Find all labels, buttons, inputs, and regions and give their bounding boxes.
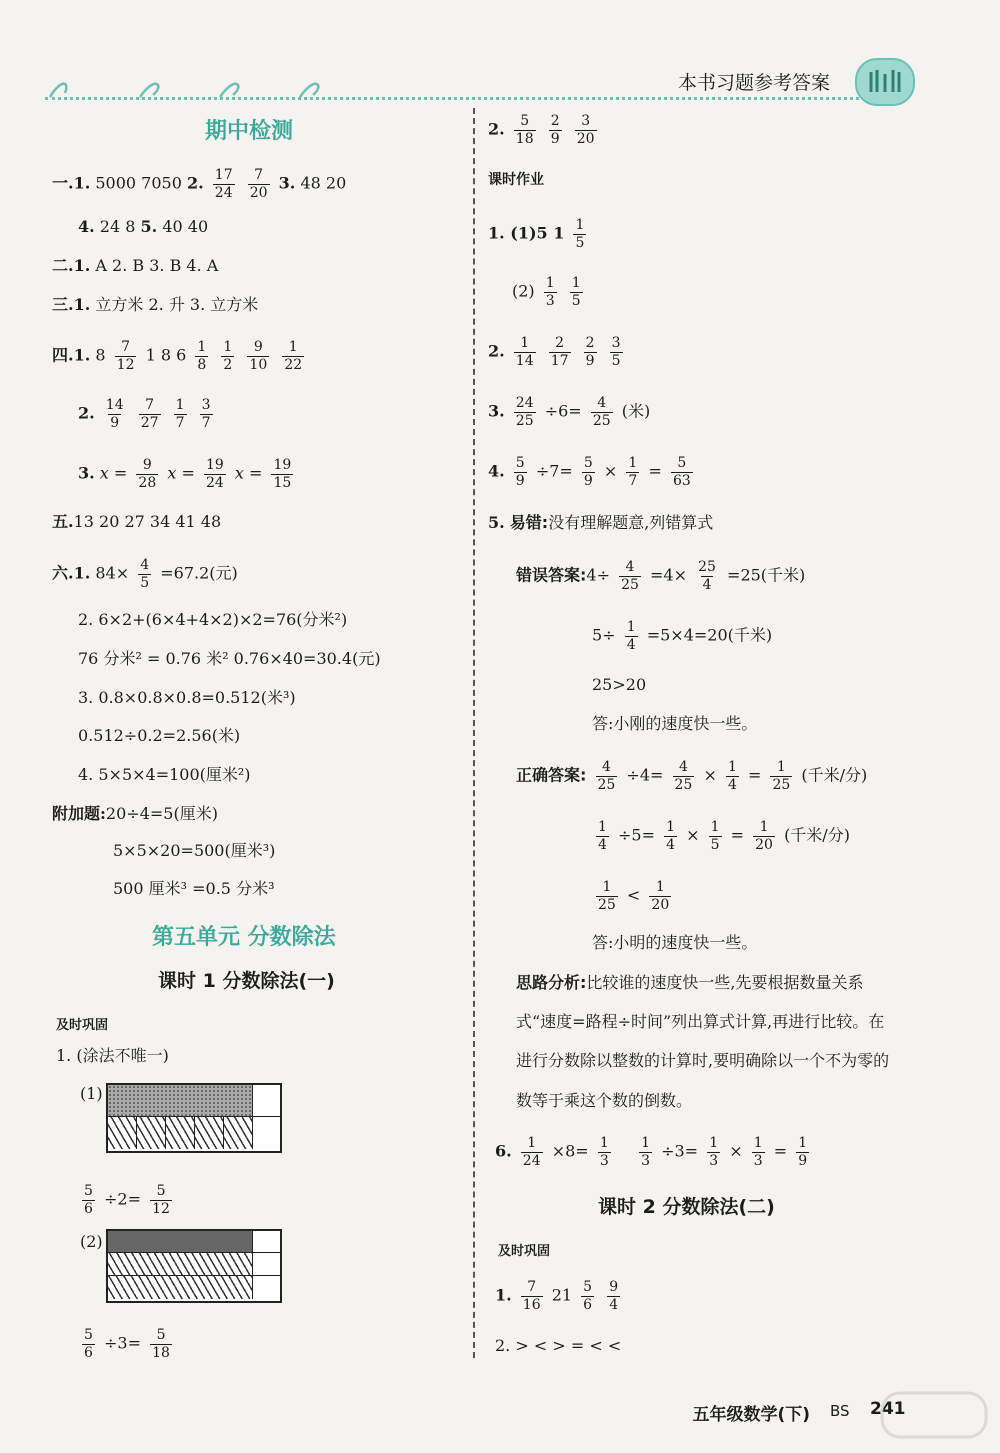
consolidate-label: 及时巩固 bbox=[56, 1018, 109, 1033]
watermark-icon bbox=[880, 1385, 990, 1445]
answer-line: 25>20 bbox=[592, 675, 647, 694]
answer-line: 1. (涂法不唯一) bbox=[56, 1046, 169, 1065]
answer-line: $\frac{1}{4}$ ÷5= $\frac{1}{4}$ × $\frac{1}{5}$ = $\frac{1}{20}$ (千米/分) bbox=[598, 819, 850, 853]
answer-line: $\frac{1}{25}$ < $\frac{1}{20}$ bbox=[598, 879, 670, 913]
answer-line: 500 厘米³ =0.5 分米³ bbox=[113, 879, 275, 898]
answer-line: 四.1. 8 $\frac{7}{12}$ 1 8 6 $\frac{1}{8}$ $\frac{1}{2}$ $\frac{9}{10}$ $\frac{1}{22}$ bbox=[52, 339, 303, 373]
answer-line: 5. 易错:没有理解题意,列错算式 bbox=[488, 513, 714, 532]
section-title-midterm: 期中检测 bbox=[205, 119, 294, 144]
answer-line: 2. 6×2+(6×4+4×2)×2=76(分米²) bbox=[78, 610, 348, 629]
answer-line: 错误答案:4÷ $\frac{4}{25}$ =4× $\frac{25}{4}$ =25(千米) bbox=[516, 559, 806, 593]
answer-line: 6. $\frac{1}{24}$ ×8= $\frac{1}{3}$ $\frac{1}{3}$ ÷3= $\frac{1}{3}$ × $\frac{1}{3}$ = $\frac{1}{9}$ bbox=[495, 1135, 808, 1169]
answer-line: 1. $\frac{7}{16}$ 21 $\frac{5}{6}$ $\frac{9}{4}$ bbox=[495, 1279, 619, 1313]
footer-grade: 五年级数学(下) bbox=[692, 1405, 810, 1425]
book-logo-icon bbox=[855, 58, 915, 106]
answer-line: 3. x = $\frac{9}{28}$ x = $\frac{19}{24}$ x = $\frac{19}{15}$ bbox=[78, 457, 292, 491]
answer-line: 2. $\frac{1}{14}$ $\frac{2}{17}$ $\frac{2}{9}$ $\frac{3}{5}$ bbox=[488, 335, 621, 369]
answer-line: 一.1. 5000 7050 2. $\frac{17}{24}$ $\frac{7}{20}$ 3. 48 20 bbox=[52, 167, 347, 201]
analysis-line: 式“速度=路程÷时间”列出算式计算,再进行比较。在 bbox=[516, 1012, 885, 1031]
answer-line: 五.13 20 27 34 41 48 bbox=[52, 512, 222, 531]
answer-line: 六.1. 84× $\frac{4}{5}$ =67.2(元) bbox=[52, 557, 238, 591]
figure-label: (2) bbox=[80, 1232, 103, 1251]
answer-line: (2) $\frac{1}{3}$ $\frac{1}{5}$ bbox=[512, 275, 581, 309]
analysis-line: 进行分数除以整数的计算时,要明确除以一个不为零的 bbox=[516, 1051, 890, 1070]
answer-line: 三.1. 立方米 2. 升 3. 立方米 bbox=[52, 295, 259, 314]
answer-line: 2. $\frac{5}{18}$ $\frac{2}{9}$ $\frac{3}{20}$ bbox=[488, 113, 595, 147]
answer-line: 答:小刚的速度快一些。 bbox=[592, 714, 758, 733]
answer-line: 答:小明的速度快一些。 bbox=[592, 933, 758, 952]
answer-line: 0.512÷0.2=2.56(米) bbox=[78, 726, 241, 745]
lesson-title: 课时 1 分数除法(一) bbox=[158, 970, 335, 992]
footer-code: BS bbox=[830, 1402, 850, 1420]
header-rule bbox=[45, 97, 865, 100]
answer-line: 5÷ $\frac{1}{4}$ =5×4=20(千米) bbox=[592, 619, 773, 653]
decorative-loops bbox=[45, 75, 345, 105]
answer-line: 5×5×20=500(厘米³) bbox=[113, 841, 276, 860]
answer-line: 2. $\frac{14}{9}$ $\frac{7}{27}$ $\frac{1}{7}$ $\frac{3}{7}$ bbox=[78, 397, 211, 431]
analysis-line: 数等于乘这个数的倒数。 bbox=[516, 1091, 693, 1110]
consolidate-label: 及时巩固 bbox=[498, 1244, 551, 1259]
column-divider bbox=[473, 108, 475, 1358]
analysis-line: 思路分析:比较谁的速度快一些,先要根据数量关系 bbox=[516, 973, 864, 992]
fraction-diagram-2 bbox=[106, 1229, 282, 1303]
fraction-diagram-1 bbox=[106, 1083, 282, 1153]
answer-line: 1. (1)5 1 $\frac{1}{5}$ bbox=[488, 217, 585, 251]
answer-line: $\frac{5}{6}$ ÷3= $\frac{5}{18}$ bbox=[84, 1327, 170, 1361]
page-number: 241 bbox=[870, 1399, 906, 1419]
answer-line: 正确答案: $\frac{4}{25}$ ÷4= $\frac{4}{25}$ × $\frac{1}{4}$ = $\frac{1}{25}$ (千米/分) bbox=[516, 759, 868, 793]
answer-line: 附加题:20÷4=5(厘米) bbox=[52, 804, 218, 823]
figure-label: (1) bbox=[80, 1084, 103, 1103]
answer-line: 3. 0.8×0.8×0.8=0.512(米³) bbox=[78, 688, 296, 707]
lesson-title: 课时 2 分数除法(二) bbox=[598, 1196, 775, 1218]
unit-title: 第五单元 分数除法 bbox=[152, 925, 336, 950]
answer-line: 4. 24 8 5. 40 40 bbox=[78, 217, 209, 236]
answer-line: 4. 5×5×4=100(厘米²) bbox=[78, 765, 251, 784]
answer-line: $\frac{5}{6}$ ÷2= $\frac{5}{12}$ bbox=[84, 1183, 170, 1217]
header-title: 本书习题参考答案 bbox=[677, 72, 830, 94]
answer-line: 二.1. A 2. B 3. B 4. A bbox=[52, 256, 219, 275]
homework-label: 课时作业 bbox=[488, 172, 544, 188]
answer-line: 76 分米² = 0.76 米² 0.76×40=30.4(元) bbox=[78, 649, 381, 668]
answer-line: 3. $\frac{24}{25}$ ÷6= $\frac{4}{25}$ (米) bbox=[488, 395, 651, 429]
answer-line: 4. $\frac{5}{9}$ ÷7= $\frac{5}{9}$ × $\frac{1}{7}$ = $\frac{5}{63}$ bbox=[488, 455, 691, 489]
answer-line: 2. > < > = < < bbox=[495, 1336, 622, 1355]
